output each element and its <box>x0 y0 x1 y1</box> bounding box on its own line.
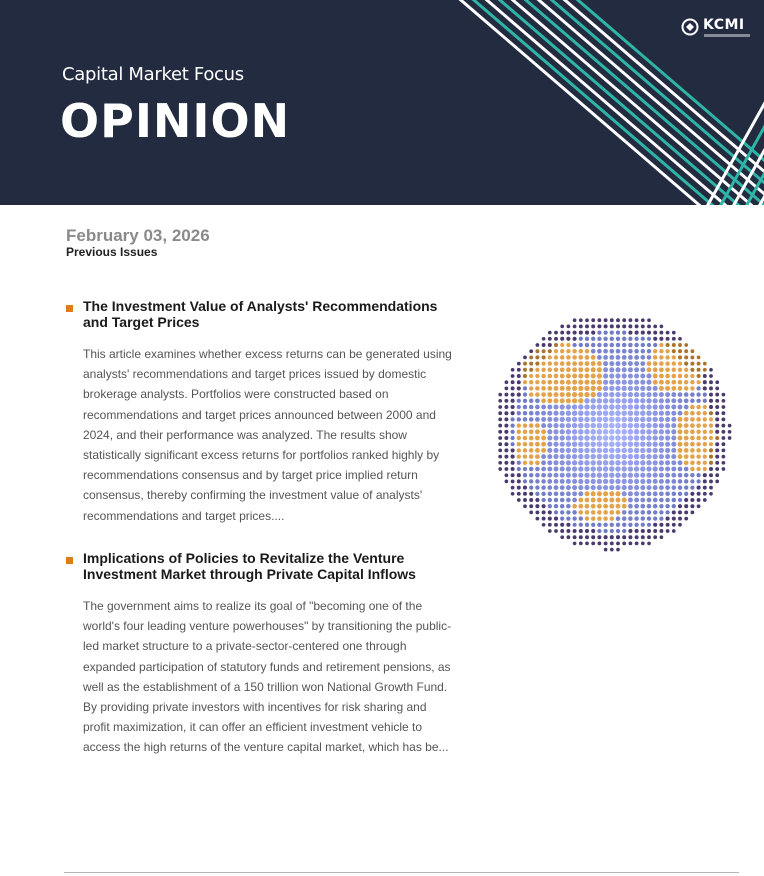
square-bullet-icon <box>66 305 73 312</box>
article-title-link[interactable]: The Investment Value of Analysts' Recommendations and Target Prices <box>83 298 438 330</box>
logo-tagline-bar <box>704 34 750 37</box>
article-title-link[interactable]: Implications of Policies to Revitalize the Venture Investment Market through Private Capital Inflows <box>83 550 416 582</box>
issue-date: February 03, 2026 <box>66 226 210 245</box>
kcmi-logo-icon <box>681 18 699 36</box>
header-subtitle: Capital Market Focus <box>62 64 244 85</box>
header-title: OPINION <box>60 94 291 148</box>
kcmi-logo[interactable] <box>681 15 751 43</box>
article-item <box>66 298 451 526</box>
footer-divider <box>64 872 739 873</box>
article-summary: The government aims to realize its goal of "becoming one of the world's four leading venture powerhouses" by transitioning the public-led market structure to a private-sector-centered one through expanded participation of statutory funds and retirement pensions, as well as the establishment of a 150 trillion won National Growth Fund. By providing private investors with incentives for risk sharing and profit maximization, it can offer an efficient investment vehicle to access the high returns of the venture capital market, which has be... <box>83 599 452 755</box>
dotted-globe-icon <box>490 310 735 555</box>
article-item <box>66 550 451 758</box>
previous-issues-link[interactable]: Previous Issues <box>66 245 158 259</box>
square-bullet-icon <box>66 557 73 564</box>
header-banner <box>0 0 764 205</box>
logo-text: KCMI <box>703 17 745 33</box>
article-summary: This article examines whether excess returns can be generated using analysts' recommendations and target prices issued by domestic brokerage analysts. Portfolios were constructed based on recommendations and target prices announced between 2000 and 2024, and their performance was analyzed. The results show statistically significant excess returns for portfolios ranked highly by recommendations consensus and by target price implied return consensus, thereby confirming the investment value of analysts' recommendations and target prices.... <box>83 347 452 523</box>
